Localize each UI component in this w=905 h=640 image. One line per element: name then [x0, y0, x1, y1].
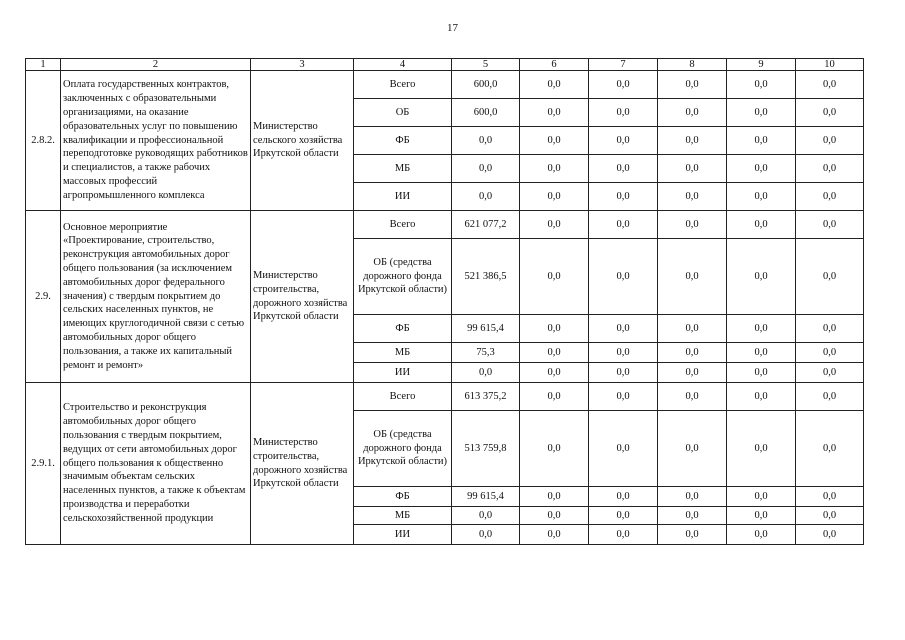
year-value: 0,0 — [658, 507, 727, 525]
year-value: 0,0 — [520, 383, 589, 411]
year-value: 0,0 — [658, 411, 727, 487]
year-value: 0,0 — [658, 211, 727, 239]
year-value: 0,0 — [727, 211, 796, 239]
page-number: 17 — [447, 22, 458, 34]
funding-source: ОБ (средства дорожного фонда Иркутской области) — [354, 239, 452, 315]
funding-source: Всего — [354, 383, 452, 411]
funding-source: ФБ — [354, 127, 452, 155]
column-header: 1 — [26, 59, 61, 71]
year-value: 0,0 — [589, 155, 658, 183]
column-header: 4 — [354, 59, 452, 71]
table-row — [26, 71, 864, 99]
year-value: 0,0 — [589, 411, 658, 487]
year-value: 0,0 — [658, 155, 727, 183]
year-value: 0,0 — [520, 411, 589, 487]
year-value: 0,0 — [727, 183, 796, 211]
year-value: 0,0 — [727, 127, 796, 155]
year-value: 0,0 — [589, 211, 658, 239]
year-value: 0,0 — [658, 487, 727, 507]
table-body — [26, 71, 864, 545]
year-value: 0,0 — [589, 343, 658, 363]
year-value: 0,0 — [589, 507, 658, 525]
year-value: 0,0 — [520, 239, 589, 315]
funding-source: МБ — [354, 155, 452, 183]
funding-source: ОБ (средства дорожного фонда Иркутской области) — [354, 411, 452, 487]
year-value: 0,0 — [796, 183, 864, 211]
table-row — [26, 211, 864, 239]
year-value: 0,0 — [796, 487, 864, 507]
year-value: 0,0 — [796, 211, 864, 239]
year-value: 0,0 — [589, 239, 658, 315]
year-value: 0,0 — [589, 363, 658, 383]
funding-source: Всего — [354, 211, 452, 239]
total-value: 99 615,4 — [452, 487, 520, 507]
year-value: 0,0 — [658, 183, 727, 211]
year-value: 0,0 — [796, 363, 864, 383]
column-header: 3 — [251, 59, 354, 71]
year-value: 0,0 — [520, 487, 589, 507]
funding-source: ИИ — [354, 363, 452, 383]
year-value: 0,0 — [520, 127, 589, 155]
funding-source: ФБ — [354, 487, 452, 507]
funding-source: ФБ — [354, 315, 452, 343]
year-value: 0,0 — [796, 507, 864, 525]
year-value: 0,0 — [796, 155, 864, 183]
item-number: 2.9. — [26, 211, 61, 383]
item-executor: Министерство строительства, дорожного хозяйства Иркутской области — [251, 383, 354, 545]
year-value: 0,0 — [520, 507, 589, 525]
total-value: 513 759,8 — [452, 411, 520, 487]
year-value: 0,0 — [796, 315, 864, 343]
year-value: 0,0 — [727, 343, 796, 363]
total-value: 600,0 — [452, 71, 520, 99]
total-value: 0,0 — [452, 363, 520, 383]
year-value: 0,0 — [796, 239, 864, 315]
funding-source: Всего — [354, 71, 452, 99]
item-number: 2.9.1. — [26, 383, 61, 545]
year-value: 0,0 — [520, 211, 589, 239]
year-value: 0,0 — [727, 315, 796, 343]
item-number: 2.8.2. — [26, 71, 61, 211]
column-header: 2 — [61, 59, 251, 71]
funding-source: ИИ — [354, 525, 452, 545]
total-value: 99 615,4 — [452, 315, 520, 343]
column-header: 9 — [727, 59, 796, 71]
year-value: 0,0 — [520, 155, 589, 183]
year-value: 0,0 — [796, 383, 864, 411]
year-value: 0,0 — [658, 343, 727, 363]
year-value: 0,0 — [796, 525, 864, 545]
year-value: 0,0 — [658, 127, 727, 155]
column-header: 6 — [520, 59, 589, 71]
year-value: 0,0 — [589, 315, 658, 343]
year-value: 0,0 — [658, 315, 727, 343]
year-value: 0,0 — [796, 411, 864, 487]
total-value: 613 375,2 — [452, 383, 520, 411]
year-value: 0,0 — [589, 525, 658, 545]
year-value: 0,0 — [796, 99, 864, 127]
item-executor: Министерство строительства, дорожного хозяйства Иркутской области — [251, 211, 354, 383]
total-value: 600,0 — [452, 99, 520, 127]
year-value: 0,0 — [658, 363, 727, 383]
year-value: 0,0 — [520, 71, 589, 99]
total-value: 0,0 — [452, 127, 520, 155]
budget-table — [25, 58, 864, 545]
year-value: 0,0 — [520, 99, 589, 127]
year-value: 0,0 — [727, 239, 796, 315]
year-value: 0,0 — [658, 239, 727, 315]
year-value: 0,0 — [727, 487, 796, 507]
column-header: 10 — [796, 59, 864, 71]
total-value: 0,0 — [452, 183, 520, 211]
item-name: Строительство и реконструкция автомобильных дорог общего пользования с твердым покрытием, ведущих от сети автомобильных дорог общего пользования к общественно значимым объектам сельских населенных пунктов, а также к объектам производства и переработки сельскохозяйственной продукции — [61, 383, 251, 545]
year-value: 0,0 — [658, 383, 727, 411]
year-value: 0,0 — [727, 363, 796, 383]
header-row — [26, 59, 864, 71]
item-executor: Министерство сельского хозяйства Иркутской области — [251, 71, 354, 211]
total-value: 521 386,5 — [452, 239, 520, 315]
funding-source: ИИ — [354, 183, 452, 211]
year-value: 0,0 — [520, 343, 589, 363]
year-value: 0,0 — [520, 525, 589, 545]
total-value: 621 077,2 — [452, 211, 520, 239]
year-value: 0,0 — [520, 183, 589, 211]
year-value: 0,0 — [589, 71, 658, 99]
total-value: 0,0 — [452, 525, 520, 545]
funding-source: МБ — [354, 343, 452, 363]
year-value: 0,0 — [658, 525, 727, 545]
year-value: 0,0 — [589, 99, 658, 127]
total-value: 0,0 — [452, 155, 520, 183]
year-value: 0,0 — [796, 343, 864, 363]
column-header: 7 — [589, 59, 658, 71]
total-value: 75,3 — [452, 343, 520, 363]
item-name: Основное мероприятие «Проектирование, строительство, реконструкция автомобильных дорог общего пользования (за исключением автомобильных дорог федерального значения) с твердым покрытием до сельских населенных пунктов, не имеющих круглогодичной связи с сетью автомобильных дорог общего пользования, а также их капитальный ремонт и ремонт» — [61, 211, 251, 383]
year-value: 0,0 — [589, 183, 658, 211]
year-value: 0,0 — [727, 383, 796, 411]
year-value: 0,0 — [796, 71, 864, 99]
funding-source: ОБ — [354, 99, 452, 127]
column-header: 5 — [452, 59, 520, 71]
year-value: 0,0 — [589, 383, 658, 411]
year-value: 0,0 — [727, 411, 796, 487]
year-value: 0,0 — [796, 127, 864, 155]
year-value: 0,0 — [727, 71, 796, 99]
table-row — [26, 383, 864, 411]
year-value: 0,0 — [520, 363, 589, 383]
item-name: Оплата государственных контрактов, заключенных с образовательными организациями, на оказание образовательных услуг по повышению квалификации и профессиональной переподготовке руководящих работников и специалистов, а также рабочих массовых профессий агропромышленного комплекса — [61, 71, 251, 211]
year-value: 0,0 — [727, 507, 796, 525]
funding-source: МБ — [354, 507, 452, 525]
year-value: 0,0 — [727, 99, 796, 127]
year-value: 0,0 — [727, 525, 796, 545]
year-value: 0,0 — [658, 99, 727, 127]
year-value: 0,0 — [658, 71, 727, 99]
year-value: 0,0 — [589, 127, 658, 155]
column-header: 8 — [658, 59, 727, 71]
year-value: 0,0 — [727, 155, 796, 183]
year-value: 0,0 — [589, 487, 658, 507]
year-value: 0,0 — [520, 315, 589, 343]
total-value: 0,0 — [452, 507, 520, 525]
